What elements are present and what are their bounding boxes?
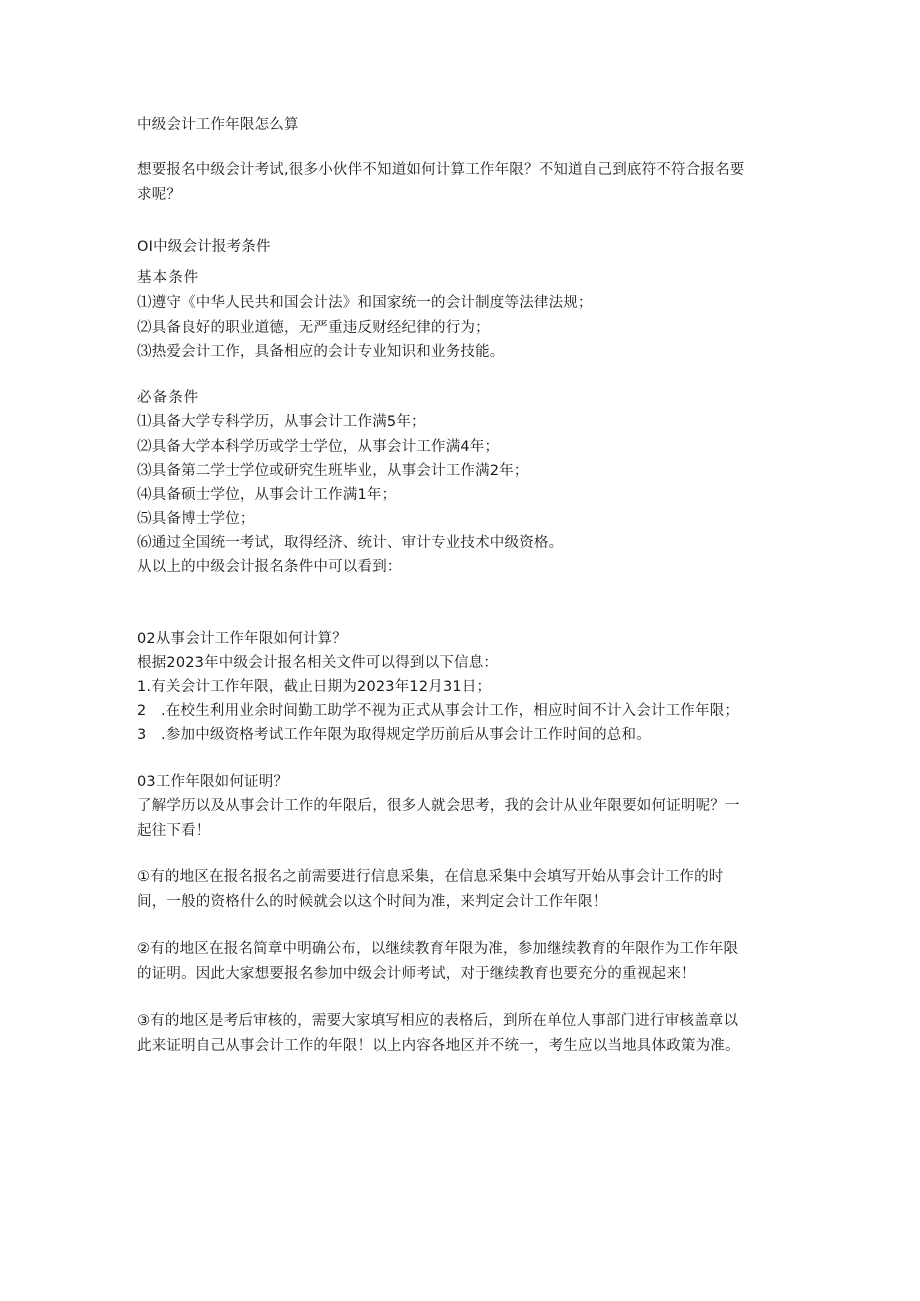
basic-condition-item: ⑶热爱会计工作，具备相应的会计专业知识和业务技能。 [137, 344, 505, 360]
section3-lead-line-2: 起往下看！ [137, 823, 211, 839]
intro-line-1: 想要报名中级会计考试,很多小伙伴不知道如何计算工作年限？不知道自己到底符不符合报名要 [137, 162, 745, 178]
required-condition-item: ⑹通过全国统一考试，取得经济、统计、审计专业技术中级资格。 [137, 535, 564, 551]
section3-point-2-line-2: 的证明。因此大家想要报名参加中级会计师考试，对于继续教育也要充分的重视起来！ [137, 966, 696, 982]
section2-item-3-text: .参加中级资格考试工作年限为取得规定学历前后从事会计工作时间的总和。 [161, 727, 651, 743]
section1-heading: OI中级会计报考条件 [137, 239, 271, 255]
section3-point-2-line-1: ②有的地区在报名简章中明确公布，以继续教育年限为准，参加继续教育的年限作为工作年限 [137, 941, 739, 957]
section3-point-3-line-2: 此来证明自己从事会计工作的年限！以上内容各地区并不统一，考生应以当地具体政策为准。 [137, 1038, 740, 1054]
required-condition-item: ⑸具备博士学位； [137, 511, 255, 527]
section2-item-2-number: 2 [137, 703, 147, 719]
required-condition-item: ⑶具备第二学士学位或研究生班毕业，从事会计工作满2年； [137, 463, 529, 479]
section3-lead-line-1: 了解学历以及从事会计工作的年限后，很多人就会思考，我的会计从业年限要如何证明呢？一 [137, 798, 740, 814]
section3-point-1-line-1: ①有的地区在报名报名之前需要进行信息采集，在信息采集中会填写开始从事会计工作的时 [137, 869, 724, 885]
required-condition-item: ⑵具备大学本科学历或学士学位，从事会计工作满4年； [137, 439, 500, 455]
section2-item-3-number: 3 [137, 727, 147, 743]
section1-conclusion: 从以上的中级会计报名条件中可以看到： [137, 559, 402, 575]
required-conditions-heading: 必备条件 [137, 390, 200, 406]
required-condition-item: ⑷具备硕士学位，从事会计工作满1年； [137, 487, 397, 503]
section2-item-2 [137, 701, 739, 721]
section2-item-3 [137, 725, 651, 745]
section2-lead: 根据2023年中级会计报名相关文件可以得到以下信息： [137, 655, 499, 671]
basic-condition-item: ⑴遵守《中华人民共和国会计法》和国家统一的会计制度等法律法规； [137, 295, 593, 311]
section3-point-3-line-1: ③有的地区是考后审核的，需要大家填写相应的表格后，到所在单位人事部门进行审核盖章以 [137, 1013, 739, 1029]
basic-condition-item: ⑵具备良好的职业道德，无严重违反财经纪律的行为； [137, 320, 490, 336]
required-condition-item: ⑴具备大学专科学历，从事会计工作满5年； [137, 414, 426, 430]
section2-item-1: 1.有关会计工作年限，截止日期为2023年12月31日； [137, 679, 492, 695]
document-title: 中级会计工作年限怎么算 [137, 117, 299, 133]
section3-point-1-line-2: 间，一般的资格什么的时候就会以这个时间为准，来判定会计工作年限！ [137, 894, 608, 910]
basic-conditions-heading: 基本条件 [137, 270, 200, 286]
section3-heading: 03工作年限如何证明？ [137, 774, 289, 790]
intro-line-2: 求呢？ [137, 187, 182, 203]
section2-item-2-text: .在校生利用业余时间勤工助学不视为正式从事会计工作，相应时间不计入会计工作年限； [161, 703, 740, 719]
section2-heading: 02从事会计工作年限如何计算？ [137, 631, 347, 647]
